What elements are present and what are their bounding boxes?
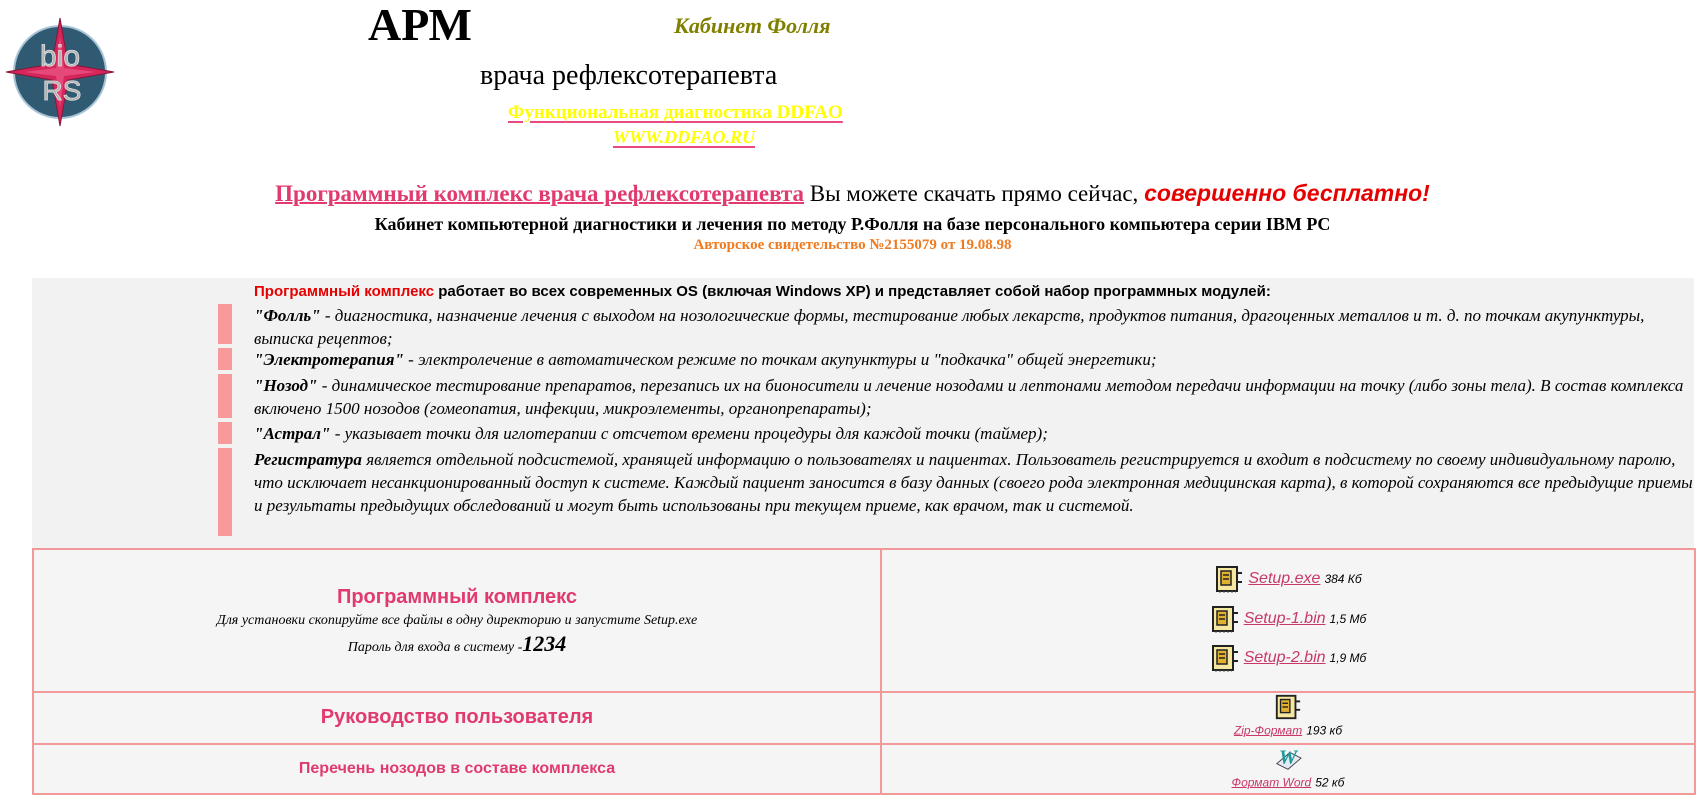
file-size: 193 кб	[1306, 723, 1343, 738]
module-name: "Астрал"	[254, 424, 331, 443]
copyright-certificate: Авторское свидетельство №2155079 от 19.08.98	[693, 237, 1012, 253]
file-size: 1,5 Мб	[1329, 612, 1367, 626]
archive-icon	[1210, 604, 1240, 634]
module-marker	[218, 374, 232, 418]
module-marker	[218, 422, 232, 444]
manual-zip-link[interactable]: Zip-Формат	[1233, 723, 1303, 738]
site-link[interactable]: WWW.DDFAO.RU	[613, 127, 756, 147]
svg-text:W: W	[1278, 746, 1298, 769]
module-registry	[254, 448, 1704, 517]
module-name: "Электротерапия"	[254, 350, 404, 369]
program-complex-link[interactable]: Программный комплекс врача рефлексотерапевта	[275, 181, 804, 206]
module-nozod	[254, 374, 1704, 420]
file-row	[882, 564, 1694, 594]
logo-text-top: bio	[39, 40, 81, 73]
file-size: 1,9 Мб	[1329, 651, 1367, 665]
password-label: Пароль для входа в систему -	[347, 640, 523, 655]
password-value: 1234	[522, 631, 567, 656]
nosodes-download-cell	[882, 745, 1694, 791]
nosodes-title: Перечень нозодов в составе комплекса	[298, 760, 616, 777]
setup-1-bin-link[interactable]: Setup-1.bin	[1243, 610, 1326, 627]
password-line	[34, 631, 880, 657]
archive-icon	[1214, 564, 1244, 594]
module-marker	[218, 348, 232, 370]
program-cell	[34, 586, 880, 657]
module-follya	[254, 304, 1704, 350]
modules-intro-text: работает во всех современных OS (включая Windows XP) и представляет собой набор программных модулей:	[434, 283, 1271, 300]
module-electrotherapy	[254, 348, 1704, 371]
archive-icon	[1210, 643, 1240, 673]
module-name: Регистратура	[254, 450, 362, 469]
module-desc: является отдельной подсистемой, хранящей информацию о пользователях и пациентах. Пользователь регистрируется и входит в подсистему по своему индивидуальному паролю, что исключает несанкционированный доступ к системе. Каждый пациент заносится в базу данных (своего рода электронная медицинская карта), в которой сохраняются все предыдущие приемы и результаты предыдущих обследований и могут быть использованы при текущем приеме, как врачом, так и системой.	[254, 450, 1693, 515]
file-row	[882, 643, 1694, 673]
install-note: Для установки скопируйте все файлы в одну директорию и запустите Setup.exe	[216, 613, 698, 628]
promo-line	[0, 180, 1705, 207]
modules-panel	[32, 278, 1694, 548]
free-label: совершенно бесплатно!	[1144, 180, 1430, 206]
setup-2-bin-link[interactable]: Setup-2.bin	[1243, 649, 1326, 666]
module-marker	[218, 448, 232, 536]
setup-exe-link[interactable]: Setup.exe	[1248, 570, 1321, 587]
file-size: 384 Кб	[1324, 572, 1362, 586]
cabinet-title: Кабинет Фолля	[674, 13, 831, 38]
archive-icon	[882, 693, 1694, 721]
module-name: "Фолль"	[254, 306, 321, 325]
module-desc: - электролечение в автоматическом режиме по точкам акупунктуры и "подкачка" общей энергетики;	[403, 350, 1157, 369]
module-desc: - динамическое тестирование препаратов, перезапись их на бионосители и лечение нозодами и лептонами методом передачи информации на точку (либо зоны тела). В состав комплекса включено 1500 нозодов (гомеопатия, инфекции, микроэлементы, органопрепараты);	[254, 376, 1684, 418]
module-marker	[218, 304, 232, 344]
page-subtitle: врача рефлексотерапевта	[480, 60, 778, 91]
manual-download-cell	[882, 693, 1694, 739]
nosodes-word-link[interactable]: Формат Word	[1231, 775, 1312, 790]
modules-intro	[254, 283, 1271, 300]
cabinet-description: Кабинет компьютерной диагностики и лечения по методу Р.Фолля на базе персонального компьютера серии IBM PC	[374, 214, 1331, 234]
func-diag-link[interactable]: Функциональная диагностика DDFAO	[508, 102, 843, 123]
program-files-cell	[882, 550, 1694, 691]
manual-cell	[34, 706, 880, 729]
file-size: 52 кб	[1315, 775, 1345, 790]
downloads-table	[32, 548, 1696, 795]
logo-text-bottom: RS	[42, 75, 82, 106]
file-row	[882, 604, 1694, 634]
module-desc: - диагностика, назначение лечения с выходом на нозологические формы, тестирование любых лекарств, продуктов питания, драгоценных металлов и т. д. по точкам акупунктуры, выписка рецептов;	[254, 306, 1645, 348]
word-icon	[882, 745, 1694, 773]
program-title: Программный комплекс	[336, 586, 578, 608]
promo-text: Вы можете скачать прямо сейчас,	[804, 181, 1145, 206]
modules-intro-highlight: Программный комплекс	[254, 283, 435, 300]
biors-logo	[4, 16, 116, 128]
module-astral	[254, 422, 1704, 445]
page-title: АРМ	[368, 0, 472, 50]
module-name: "Нозод"	[254, 376, 318, 395]
module-desc: - указывает точки для иглотерапии с отсчетом времени процедуры для каждой точки (таймер);	[330, 424, 1048, 443]
manual-title: Руководство пользователя	[320, 706, 594, 728]
nosodes-cell	[34, 760, 880, 778]
